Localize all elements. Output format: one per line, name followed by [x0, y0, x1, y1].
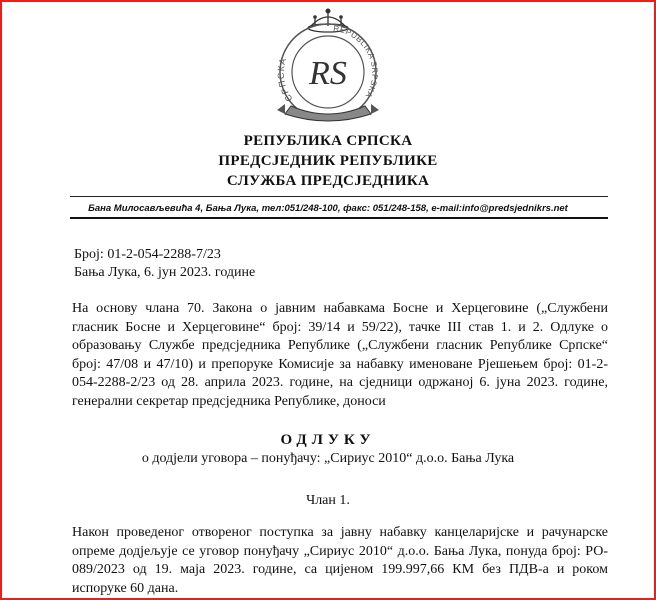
- header-contact: Бана Милосављевића 4, Бања Лука, тел:051/248-100, факс: 051/248-158, e-mail:info@predsjednikrs.net: [88, 203, 568, 214]
- article-line: испоруке 60 дана.: [72, 580, 179, 596]
- preamble-line: На основу члана 70. Закона о јавним набавкама Босне и Херцеговине („Службени: [72, 301, 608, 316]
- article-line: 089/2023 од 19. маја 2023. године, са цијеном 199.997,66 КМ без ПДВ-а и роком: [72, 562, 608, 578]
- decision-subtitle: о додјели уговора – понуђачу: „Сириус 2010“ д.о.о. Бања Лука: [141, 451, 515, 466]
- preamble-line: број: 47/08 и 47/10) и препоруке Комисије за набавку именоване Рјешењем број: 01-2-: [72, 356, 608, 372]
- preamble-line: генерални секретар предсједника Републике, доноси: [72, 394, 386, 409]
- emblem-ring-right-text: REPUBLIKA SRPSKA: [332, 23, 380, 100]
- header-rule-top: [70, 196, 608, 197]
- document-number: Број: 01-2-054-2288-7/23: [74, 247, 221, 262]
- svg-text:СРПСКА: [276, 56, 295, 103]
- header-president: ПРЕДСЈЕДНИК РЕПУБЛИКЕ: [218, 153, 438, 169]
- emblem-ring-left-text: СРПСКА: [275, 56, 295, 104]
- header-service: СЛУЖБА ПРЕДСЈЕДНИКА: [226, 173, 430, 189]
- decision-title: ОДЛУКУ: [280, 432, 376, 448]
- preamble-line: образовању Службе предсједника Републике („Службени гласник Републике Српске“: [72, 338, 608, 354]
- header-republic: РЕПУБЛИКА СРПСКА: [243, 133, 413, 149]
- article-line: Након проведеног отвореног поступка за јавну набавку канцеларијске и рачунарске: [72, 525, 608, 540]
- preamble-line: гласник Босне и Херцеговине“ број: 39/14 и 59/22), тачке III став 1. и 2. Одлуке о: [72, 319, 608, 335]
- article-heading: Члан 1.: [306, 493, 350, 508]
- emblem-monogram: RS: [309, 55, 347, 92]
- header-rule-bottom: [70, 217, 608, 219]
- document-place-date: Бања Лука, 6. јун 2023. године: [74, 265, 256, 280]
- preamble-line: 054-2288-2/23 од 28. априла 2023. године, на сједници одржаној 6. јуна 2023. године,: [72, 375, 608, 391]
- coat-of-arms-emblem: [263, 4, 393, 126]
- article-line: опреме додјељује се уговор понуђачу „Сириус 2010“ д.о.о. Бања Лука, понуда број: РО-: [72, 543, 608, 559]
